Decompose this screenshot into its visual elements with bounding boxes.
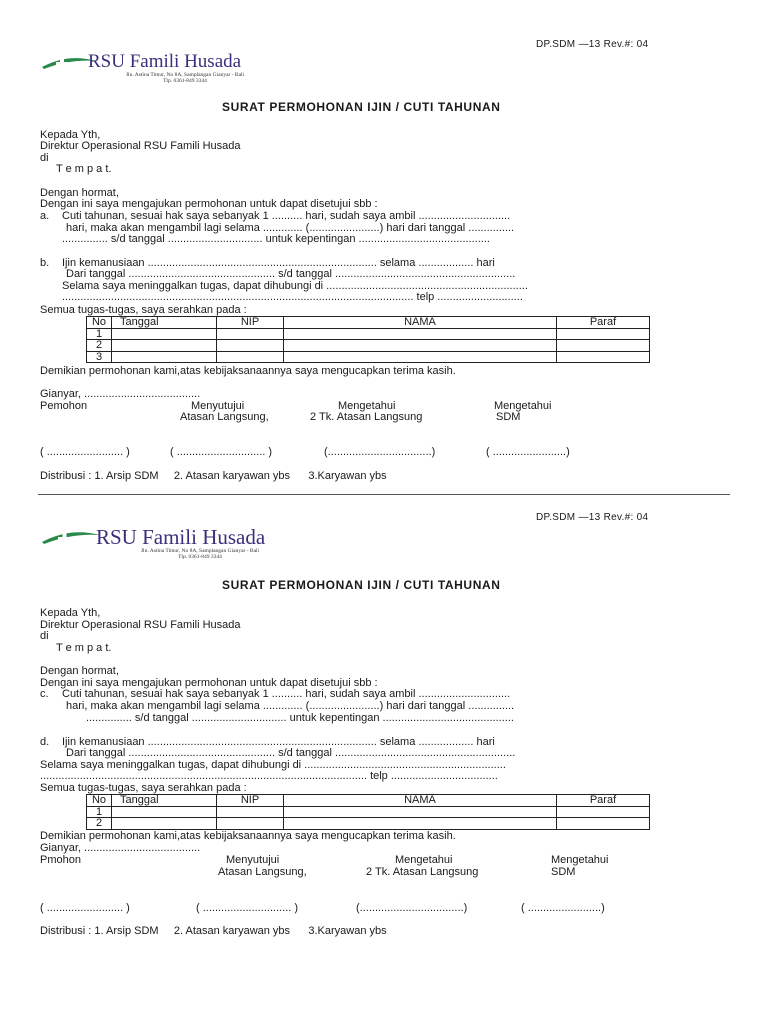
table-cell bbox=[112, 328, 217, 340]
logo-address-line1: Jln. Astina Timur, No 8A, Samplangan Gianyar - Bali bbox=[125, 72, 245, 78]
table-cell bbox=[284, 340, 557, 352]
signature-supervisor-label: Mengetahui bbox=[338, 400, 396, 412]
table-cell bbox=[557, 351, 650, 363]
form-divider bbox=[38, 494, 730, 495]
signature-approver-label: Menyutujui bbox=[226, 854, 280, 866]
table-cell bbox=[217, 328, 284, 340]
item-a-marker: a. bbox=[40, 210, 50, 222]
salutation: Dengan hormat, bbox=[40, 665, 119, 677]
table-cell bbox=[284, 806, 557, 818]
greeting-recipient: Direktur Operasional RSU Famili Husada bbox=[40, 619, 241, 631]
table-cell: 3 bbox=[87, 351, 112, 363]
item-d-line: ........................................................................................................... telp ................................... bbox=[40, 770, 498, 782]
handover-text: Semua tugas-tugas, saya serahkan pada : bbox=[40, 304, 247, 316]
column-header: No bbox=[87, 795, 112, 807]
greeting-di: di bbox=[40, 630, 49, 642]
signature-blank: ( ......................... ) bbox=[40, 446, 130, 458]
table-cell bbox=[112, 340, 217, 352]
signature-approver-role: Atasan Langsung, bbox=[218, 866, 307, 878]
column-header: Paraf bbox=[557, 795, 650, 807]
signature-blank: ( ............................. ) bbox=[196, 902, 299, 914]
item-c-marker: c. bbox=[40, 688, 49, 700]
item-a-line: Cuti tahunan, sesuai hak saya sebanyak 1 .......... hari, sudah saya ambil .............................. bbox=[62, 210, 511, 222]
signature-approver-label: Menyutujui bbox=[191, 400, 245, 412]
item-b-line: Ijin kemanusiaan ........................................................................... selama .................. hari bbox=[62, 257, 495, 269]
signature-blank: ( ........................) bbox=[521, 902, 605, 914]
item-b-line: Dari tanggal ................................................ s/d tanggal ........................................................... bbox=[66, 268, 516, 280]
table-header-row bbox=[87, 795, 650, 807]
greeting-line: Kepada Yth, bbox=[40, 607, 101, 619]
column-header: Paraf bbox=[557, 317, 650, 329]
table-cell bbox=[557, 340, 650, 352]
table-cell bbox=[217, 806, 284, 818]
table-header-row bbox=[87, 317, 650, 329]
signature-hr-role: SDM bbox=[496, 411, 521, 423]
table-row bbox=[87, 818, 650, 830]
signature-blank: ( ............................. ) bbox=[170, 446, 273, 458]
greeting-di: di bbox=[40, 152, 49, 164]
item-d-line: Dari tanggal ................................................ s/d tanggal ........................................................... bbox=[66, 747, 516, 759]
signature-supervisor-label: Mengetahui bbox=[395, 854, 453, 866]
hospital-logo bbox=[40, 524, 320, 564]
greeting-recipient: Direktur Operasional RSU Famili Husada bbox=[40, 140, 241, 152]
table-cell bbox=[557, 806, 650, 818]
closing-text: Demikian permohonan kami,atas kebijaksanaannya saya mengucapkan terima kasih. bbox=[40, 365, 456, 377]
document-reference: DP.SDM —13 Rev.#: 04 bbox=[536, 512, 649, 523]
table-cell bbox=[284, 328, 557, 340]
logo-name: RSU Famili Husada bbox=[96, 525, 266, 549]
item-b-line: ................................................................................................................... telp ............................ bbox=[62, 291, 523, 303]
table-cell bbox=[217, 340, 284, 352]
signature-blank: (..................................) bbox=[356, 902, 468, 914]
item-b-marker: b. bbox=[40, 257, 50, 269]
table-row bbox=[87, 328, 650, 340]
closing-text: Demikian permohonan kami,atas kebijaksanaannya saya mengucapkan terima kasih. bbox=[40, 830, 456, 842]
signature-blank: ( ......................... ) bbox=[40, 902, 130, 914]
greeting-line: Kepada Yth, bbox=[40, 129, 101, 141]
table-cell bbox=[284, 351, 557, 363]
signature-applicant-label: Pemohon bbox=[40, 400, 88, 412]
logo-address-line2: Tlp. 0361-849 3344 bbox=[163, 78, 207, 84]
signature-applicant-label: Pmohon bbox=[40, 854, 81, 866]
item-a-line: ............... s/d tanggal ............................... untuk kepentingan ........................................... bbox=[62, 233, 490, 245]
signature-supervisor-role: 2 Tk. Atasan Langsung bbox=[310, 411, 423, 423]
signature-hr-label: Mengetahui bbox=[551, 854, 609, 866]
place-date: Gianyar, ...................................... bbox=[40, 842, 201, 854]
handover-table bbox=[86, 794, 650, 830]
signature-blank: ( ........................) bbox=[486, 446, 570, 458]
greeting-place: T e m p a t. bbox=[56, 642, 112, 654]
document-reference: DP.SDM —13 Rev.#: 04 bbox=[536, 39, 649, 50]
table-row bbox=[87, 351, 650, 363]
place-date: Gianyar, ...................................... bbox=[40, 388, 201, 400]
table-cell: 2 bbox=[87, 818, 112, 830]
intro-text: Dengan ini saya mengajukan permohonan untuk dapat disetujui sbb : bbox=[40, 198, 378, 210]
table-cell bbox=[284, 818, 557, 830]
signature-blank: (..................................) bbox=[324, 446, 436, 458]
item-d-line: Selama saya meninggalkan tugas, dapat dihubungi di .................................................................. bbox=[40, 759, 506, 771]
item-c-line: hari, maka akan mengambil lagi selama ............. (.......................) hari dari tanggal ............... bbox=[66, 700, 515, 712]
logo-address bbox=[120, 548, 280, 560]
column-header: Tanggal bbox=[112, 317, 217, 329]
item-d-marker: d. bbox=[40, 736, 50, 748]
distribution-text: Distribusi : 1. Arsip SDM 2. Atasan karyawan ybs 3.Karyawan ybs bbox=[40, 470, 387, 482]
salutation: Dengan hormat, bbox=[40, 187, 119, 199]
table-cell bbox=[112, 818, 217, 830]
signature-hr-label: Mengetahui bbox=[494, 400, 552, 412]
column-header: NIP bbox=[217, 317, 284, 329]
column-header: No bbox=[87, 317, 112, 329]
form-title: SURAT PERMOHONAN IJIN / CUTI TAHUNAN bbox=[222, 100, 501, 114]
signature-supervisor-role: 2 Tk. Atasan Langsung bbox=[366, 866, 479, 878]
column-header: NAMA bbox=[284, 317, 557, 329]
table-cell bbox=[112, 806, 217, 818]
item-c-line: ............... s/d tanggal ............................... untuk kepentingan ........................................... bbox=[86, 712, 514, 724]
logo-address-line2: Tlp. 0361-849 3344 bbox=[178, 554, 222, 560]
item-d-line: Ijin kemanusiaan ........................................................................... selama .................. hari bbox=[62, 736, 495, 748]
table-cell bbox=[557, 818, 650, 830]
column-header: NIP bbox=[217, 795, 284, 807]
logo-address bbox=[110, 72, 260, 84]
item-c-line: Cuti tahunan, sesuai hak saya sebanyak 1 .......... hari, sudah saya ambil .............................. bbox=[62, 688, 511, 700]
signature-approver-role: Atasan Langsung, bbox=[180, 411, 269, 423]
table-cell: 1 bbox=[87, 328, 112, 340]
handover-text: Semua tugas-tugas, saya serahkan pada : bbox=[40, 782, 247, 794]
item-b-line: Selama saya meninggalkan tugas, dapat dihubungi di .................................................................. bbox=[62, 280, 528, 292]
item-a-line: hari, maka akan mengambil lagi selama ............. (.......................) hari dari tanggal ............... bbox=[66, 222, 515, 234]
signature-hr-role: SDM bbox=[551, 866, 576, 878]
logo-address-line1: Jln. Astina Timur, No 8A, Samplangan Gianyar - Bali bbox=[140, 548, 260, 554]
table-cell bbox=[217, 351, 284, 363]
distribution-text: Distribusi : 1. Arsip SDM 2. Atasan karyawan ybs 3.Karyawan ybs bbox=[40, 925, 387, 937]
handover-table bbox=[86, 316, 650, 363]
column-header: Tanggal bbox=[112, 795, 217, 807]
table-row bbox=[87, 340, 650, 352]
table-cell bbox=[112, 351, 217, 363]
logo-name: RSU Famili Husada bbox=[88, 51, 242, 72]
hospital-cross-icon bbox=[40, 529, 102, 551]
table-cell: 2 bbox=[87, 340, 112, 352]
table-row bbox=[87, 806, 650, 818]
intro-text: Dengan ini saya mengajukan permohonan untuk dapat disetujui sbb : bbox=[40, 677, 378, 689]
column-header: NAMA bbox=[284, 795, 557, 807]
table-cell: 1 bbox=[87, 806, 112, 818]
table-cell bbox=[217, 818, 284, 830]
form-title: SURAT PERMOHONAN IJIN / CUTI TAHUNAN bbox=[222, 578, 501, 592]
hospital-logo bbox=[40, 50, 280, 86]
table-cell bbox=[557, 328, 650, 340]
greeting-place: T e m p a t. bbox=[56, 163, 112, 175]
